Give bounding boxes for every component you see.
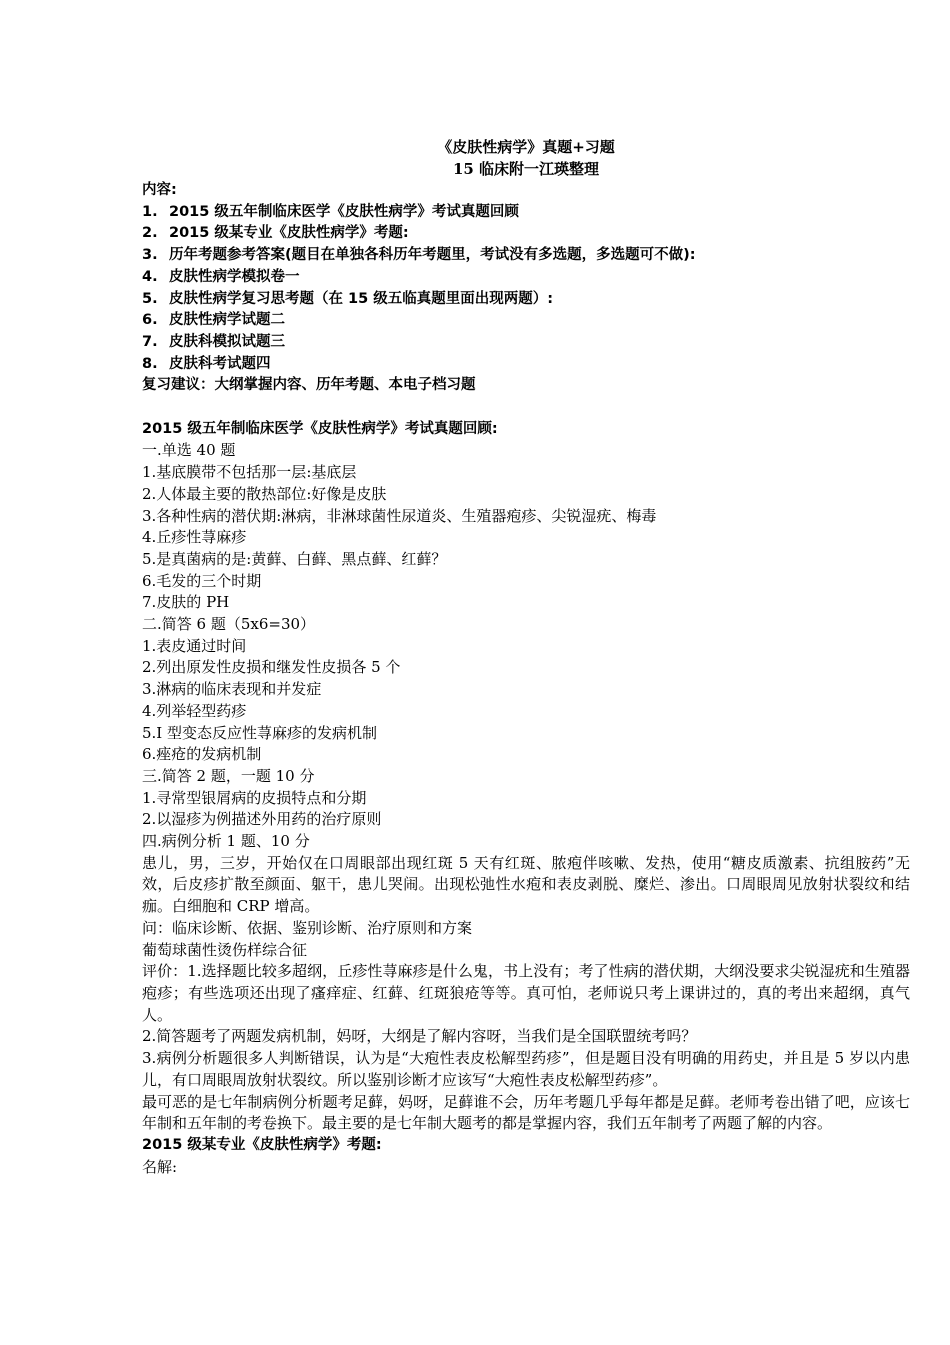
exam-line: 3.淋病的临床表现和并发症: [142, 680, 322, 699]
contents-label: 内容:: [142, 182, 177, 198]
exam-line: 1.寻常型银屑病的皮损特点和分期: [142, 788, 367, 807]
comment-paragraph: 3.病例分析题很多人判断错误，认为是“大疱性表皮松解型药疹”，但是题目没有明确的用药史，并且是 5 岁以内患儿，有口周眼周放射状裂纹。所以鉴别诊断才应该写“大疱性表皮松解型药疹”。: [142, 1049, 910, 1089]
exam-line: 6.毛发的三个时期: [142, 571, 262, 590]
toc-item: 6. 皮肤性病学试题二: [142, 312, 285, 329]
section2-heading: 2015 级某专业《皮肤性病学》考题:: [142, 1136, 382, 1153]
section1-heading: 2015 级五年制临床医学《皮肤性病学》考试真题回顾:: [142, 420, 498, 437]
exam-line: 4.丘疹性荨麻疹: [142, 528, 247, 547]
exam-line: 三.简答 2 题，一题 10 分: [142, 766, 315, 785]
exam-line: 5.是真菌病的是:黄藓、白藓、黑点藓、红藓？: [142, 549, 447, 568]
toc-item: 7. 皮肤科模拟试题三: [142, 333, 285, 350]
review-advice: 复习建议：大纲掌握内容、历年考题、本电子档习题: [142, 377, 476, 394]
comment-paragraph: 最可恶的是七年制病例分析题考足藓，妈呀，足藓谁不会，历年考题几乎每年都是足藓。老师考卷出错了吧，应该七年制和五年制的考卷换下。最主要的是七年制大题考的都是掌握内容，我们五年制考了两题了解的内容。: [142, 1092, 910, 1133]
section2-first-line: 名解:: [142, 1157, 178, 1176]
exam-line: 4.列举轻型药疹: [142, 701, 247, 720]
exam-line: 一.单选 40 题: [142, 441, 236, 460]
exam-line: 四.病例分析 1 题、10 分: [142, 832, 310, 851]
document-page: [142, 136, 910, 1178]
exam-line: 1.表皮通过时间: [142, 636, 247, 655]
exam-line: 1.基底膜带不包括那一层:基底层: [142, 463, 357, 482]
table-of-contents: [142, 202, 910, 376]
exam-line: 3.各种性病的潜伏期:淋病，非淋球菌性尿道炎、生殖器疱疹、尖锐湿疣、梅毒: [142, 506, 657, 525]
exam-line: 二.简答 6 题（5x6=30）: [142, 615, 316, 634]
toc-item: 4. 皮肤性病学模拟卷一: [142, 268, 300, 285]
comment-paragraph: 评价：1.选择题比较多超纲，丘疹性荨麻疹是什么鬼，书上没有；考了性病的潜伏期，大纲没要求尖锐湿疣和生殖器疱疹；有些选项还出现了瘙痒症、红藓、红斑狼疮等等。真可怕，老师说只考上课讲过的，真的考出来超纲，真气人。: [142, 962, 910, 1024]
document-subtitle: 15 临床附一江瑛整理: [452, 160, 600, 178]
case-answer: 葡萄球菌性烫伤样综合征: [142, 940, 308, 959]
exam-line: 6.痤疮的发病机制: [142, 745, 262, 764]
toc-item: 8. 皮肤科考试题四: [142, 355, 271, 372]
toc-item: 3. 历年考题参考答案(题目在单独各科历年考题里，考试没有多选题，多选题可不做):: [142, 247, 696, 264]
toc-item: 1. 2015 级五年制临床医学《皮肤性病学》考试真题回顾: [142, 203, 519, 220]
toc-item: 2. 2015 级某专业《皮肤性病学》考题:: [142, 225, 409, 242]
comment-paragraph: 2.简答题考了两题发病机制，妈呀，大纲是了解内容呀，当我们是全国联盟统考吗？: [142, 1027, 697, 1046]
toc-item: 5. 皮肤性病学复习思考题（在 15 级五临真题里面出现两题）:: [142, 290, 554, 307]
exam-line: 2.人体最主要的散热部位:好像是皮肤: [142, 484, 387, 503]
case-description: 患儿，男，三岁，开始仅在口周眼部出现红斑 5 天有红斑、脓疱伴咳嗽、发热，使用“糖皮质激素、抗组胺药”无效，后皮疹扩散至颜面、躯干，患儿哭闹。出现松弛性水疱和表皮剥脱、糜烂、渗出。口周眼周见放射状裂纹和结痂。白细胞和 CRP 增高。: [142, 853, 910, 916]
exam-line: 7.皮肤的 PH: [142, 593, 230, 612]
exam-line: 2.以湿疹为例描述外用药的治疗原则: [142, 810, 382, 829]
exam-line: 2.列出原发性皮损和继发性皮损各 5 个: [142, 658, 401, 677]
case-question: 问：临床诊断、依据、鉴别诊断、治疗原则和方案: [142, 918, 473, 937]
exam-line: 5.I 型变态反应性荨麻疹的发病机制: [142, 723, 378, 742]
document-title: 《皮肤性病学》真题+习题: [437, 138, 615, 156]
